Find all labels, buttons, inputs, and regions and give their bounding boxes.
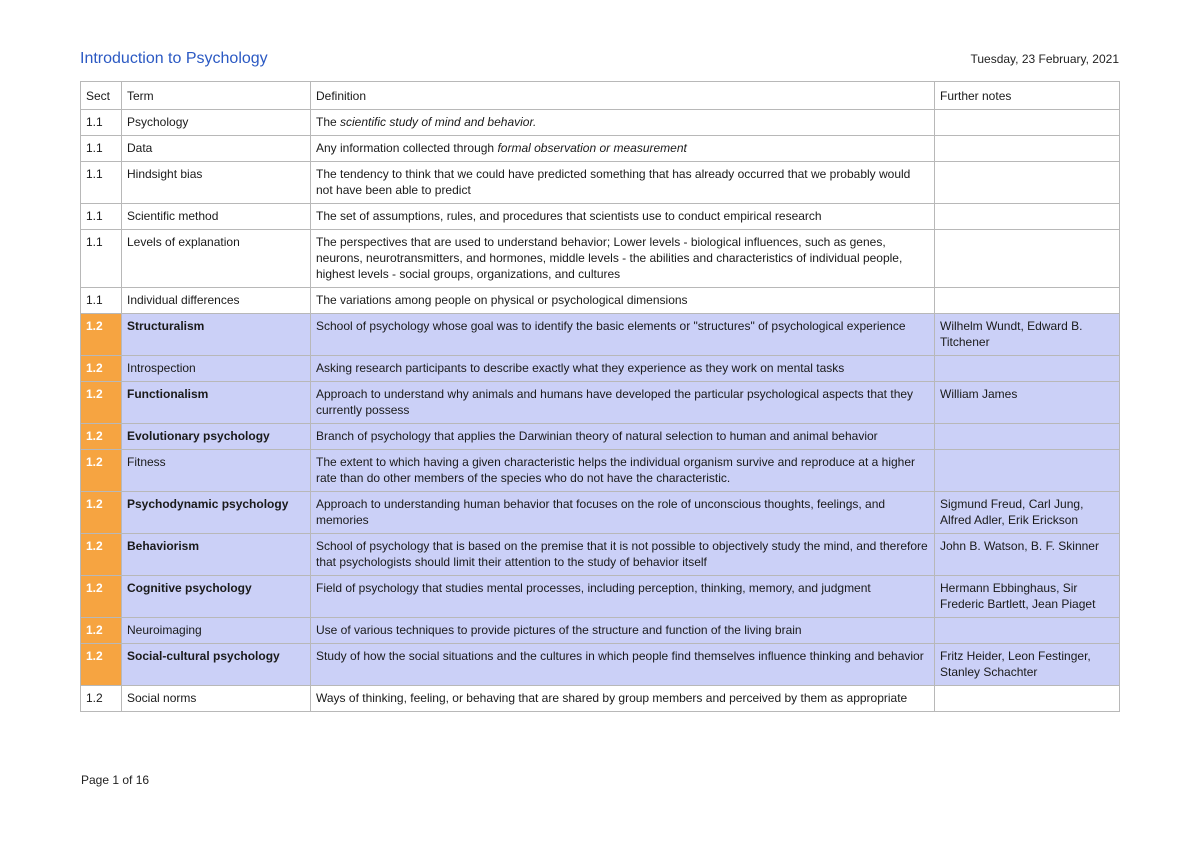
table-row-highlighted bbox=[81, 618, 1120, 644]
further-notes: Hermann Ebbinghaus, Sir Frederic Bartlett, Jean Piaget bbox=[935, 576, 1120, 618]
section-number: 1.2 bbox=[81, 534, 122, 576]
table-row-highlighted bbox=[81, 450, 1120, 492]
definition: Field of psychology that studies mental processes, including perception, thinking, memory, and judgment bbox=[311, 576, 935, 618]
definition bbox=[311, 110, 935, 136]
definition: School of psychology whose goal was to identify the basic elements or "structures" of psychological experience bbox=[311, 314, 935, 356]
term: Psychodynamic psychology bbox=[122, 492, 311, 534]
section-number: 1.2 bbox=[81, 492, 122, 534]
definition-emphasis: formal observation or measurement bbox=[497, 141, 687, 155]
further-notes: Fritz Heider, Leon Festinger, Stanley Schachter bbox=[935, 644, 1120, 686]
further-notes bbox=[935, 136, 1120, 162]
further-notes bbox=[935, 686, 1120, 712]
further-notes: William James bbox=[935, 382, 1120, 424]
term: Behaviorism bbox=[122, 534, 311, 576]
definition bbox=[311, 136, 935, 162]
definition: The tendency to think that we could have predicted something that has already occurred that we probably would not have been able to predict bbox=[311, 162, 935, 204]
document-date: Tuesday, 23 February, 2021 bbox=[970, 52, 1119, 66]
glossary-table bbox=[80, 81, 1120, 712]
term: Social norms bbox=[122, 686, 311, 712]
section-number: 1.1 bbox=[81, 110, 122, 136]
further-notes: Wilhelm Wundt, Edward B. Titchener bbox=[935, 314, 1120, 356]
further-notes bbox=[935, 450, 1120, 492]
further-notes: Sigmund Freud, Carl Jung, Alfred Adler, Erik Erickson bbox=[935, 492, 1120, 534]
column-header-definition: Definition bbox=[311, 82, 935, 110]
term: Social-cultural psychology bbox=[122, 644, 311, 686]
further-notes bbox=[935, 424, 1120, 450]
definition: Ways of thinking, feeling, or behaving that are shared by group members and perceived by them as appropriate bbox=[311, 686, 935, 712]
table-row bbox=[81, 162, 1120, 204]
term: Cognitive psychology bbox=[122, 576, 311, 618]
section-number: 1.2 bbox=[81, 618, 122, 644]
definition-text: The bbox=[316, 115, 341, 129]
term: Introspection bbox=[122, 356, 311, 382]
definition: Use of various techniques to provide pictures of the structure and function of the living brain bbox=[311, 618, 935, 644]
term: Functionalism bbox=[122, 382, 311, 424]
further-notes bbox=[935, 162, 1120, 204]
table-row bbox=[81, 230, 1120, 288]
column-header-sect: Sect bbox=[81, 82, 122, 110]
section-number: 1.2 bbox=[81, 644, 122, 686]
definition: Approach to understand why animals and humans have developed the particular psychological aspects that they currently possess bbox=[311, 382, 935, 424]
definition: Asking research participants to describe exactly what they experience as they work on mental tasks bbox=[311, 356, 935, 382]
table-header-row bbox=[81, 82, 1120, 110]
section-number: 1.2 bbox=[81, 382, 122, 424]
table-row-highlighted bbox=[81, 424, 1120, 450]
term: Data bbox=[122, 136, 311, 162]
definition: The set of assumptions, rules, and procedures that scientists use to conduct empirical research bbox=[311, 204, 935, 230]
term: Scientific method bbox=[122, 204, 311, 230]
section-number: 1.2 bbox=[81, 424, 122, 450]
further-notes bbox=[935, 230, 1120, 288]
term: Individual differences bbox=[122, 288, 311, 314]
table-row-highlighted bbox=[81, 534, 1120, 576]
table-row bbox=[81, 110, 1120, 136]
section-number: 1.1 bbox=[81, 288, 122, 314]
definition: Approach to understanding human behavior that focuses on the role of unconscious thoughts, feelings, and memories bbox=[311, 492, 935, 534]
column-header-notes: Further notes bbox=[935, 82, 1120, 110]
table-row-highlighted bbox=[81, 382, 1120, 424]
table-row-highlighted bbox=[81, 314, 1120, 356]
section-number: 1.2 bbox=[81, 686, 122, 712]
definition: The variations among people on physical or psychological dimensions bbox=[311, 288, 935, 314]
definition: School of psychology that is based on the premise that it is not possible to objectively study the mind, and therefore that psychologists should limit their attention to the study of behavior itself bbox=[311, 534, 935, 576]
table-row-highlighted bbox=[81, 492, 1120, 534]
further-notes bbox=[935, 618, 1120, 644]
table-row bbox=[81, 136, 1120, 162]
term: Evolutionary psychology bbox=[122, 424, 311, 450]
term: Neuroimaging bbox=[122, 618, 311, 644]
term: Hindsight bias bbox=[122, 162, 311, 204]
section-number: 1.1 bbox=[81, 162, 122, 204]
column-header-term: Term bbox=[122, 82, 311, 110]
section-number: 1.2 bbox=[81, 314, 122, 356]
further-notes bbox=[935, 204, 1120, 230]
definition-text: Any information collected through bbox=[316, 141, 498, 155]
further-notes bbox=[935, 356, 1120, 382]
definition: Branch of psychology that applies the Darwinian theory of natural selection to human and animal behavior bbox=[311, 424, 935, 450]
table-row bbox=[81, 686, 1120, 712]
definition: The extent to which having a given characteristic helps the individual organism survive and reproduce at a higher rate than do other members of the species who do not have the characteristic. bbox=[311, 450, 935, 492]
table-row-highlighted bbox=[81, 644, 1120, 686]
table-row-highlighted bbox=[81, 356, 1120, 382]
section-number: 1.1 bbox=[81, 136, 122, 162]
document-title: Introduction to Psychology bbox=[80, 50, 268, 67]
further-notes bbox=[935, 288, 1120, 314]
section-number: 1.1 bbox=[81, 204, 122, 230]
page-number: Page 1 of 16 bbox=[81, 773, 150, 787]
further-notes: John B. Watson, B. F. Skinner bbox=[935, 534, 1120, 576]
section-number: 1.1 bbox=[81, 230, 122, 288]
table-row bbox=[81, 288, 1120, 314]
further-notes bbox=[935, 110, 1120, 136]
term: Structuralism bbox=[122, 314, 311, 356]
definition: Study of how the social situations and the cultures in which people find themselves influence thinking and behavior bbox=[311, 644, 935, 686]
term: Levels of explanation bbox=[122, 230, 311, 288]
section-number: 1.2 bbox=[81, 356, 122, 382]
term: Psychology bbox=[122, 110, 311, 136]
definition-emphasis: scientific study of mind and behavior. bbox=[340, 115, 537, 129]
section-number: 1.2 bbox=[81, 576, 122, 618]
term: Fitness bbox=[122, 450, 311, 492]
table-row bbox=[81, 204, 1120, 230]
section-number: 1.2 bbox=[81, 450, 122, 492]
table-row-highlighted bbox=[81, 576, 1120, 618]
definition: The perspectives that are used to understand behavior; Lower levels - biological influences, such as genes, neurons, neurotransmitters, and hormones, middle levels - the abilities and characteristics of individual people, highest levels - social groups, organizations, and cultures bbox=[311, 230, 935, 288]
